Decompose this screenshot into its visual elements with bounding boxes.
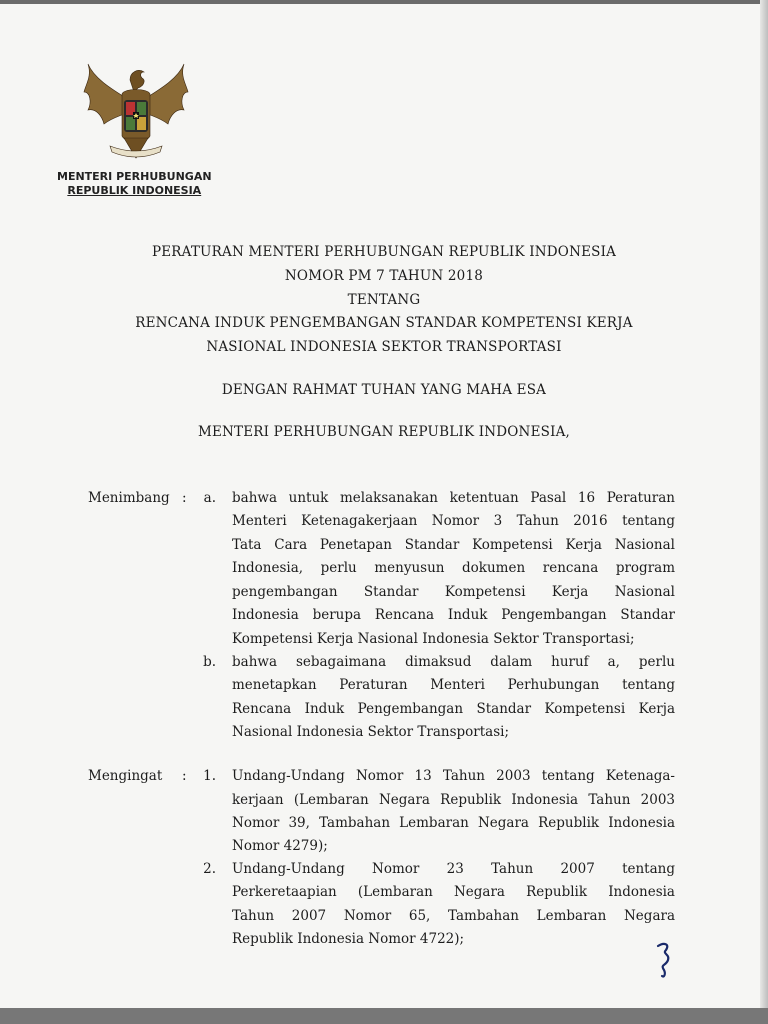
regulation-tentang: TENTANG [347, 292, 421, 308]
menimbang-a-line: Indonesia, perlu menyusun dokumen rencana program [232, 560, 675, 576]
menimbang-a-line: bahwa untuk melaksanakan ketentuan Pasal 16 Peraturan [232, 490, 675, 506]
mengingat-1-line: Undang-Undang Nomor 13 Tahun 2003 tentang Ketenaga- [232, 768, 675, 784]
regulation-subject-line-1: RENCANA INDUK PENGEMBANGAN STANDAR KOMPETENSI KERJA [135, 315, 633, 331]
issuer-line: MENTERI PERHUBUNGAN REPUBLIK INDONESIA, [197, 424, 571, 440]
scan-top-edge [0, 0, 768, 4]
scan-bottom-edge [0, 1008, 768, 1024]
menimbang-b-line: Nasional Indonesia Sektor Transportasi; [232, 724, 509, 740]
mengingat-2-line: Republik Indonesia Nomor 4722); [232, 931, 465, 947]
mengingat-2-line: Perkeretaapian (Lembaran Negara Republik Indonesia [232, 884, 675, 900]
menimbang-colon: : [182, 490, 187, 506]
mengingat-colon: : [182, 768, 187, 784]
blessing-line: DENGAN RAHMAT TUHAN YANG MAHA ESA [221, 382, 547, 398]
mengingat-2-line: Undang-Undang Nomor 23 Tahun 2007 tentang [232, 861, 675, 877]
menimbang-b-line: Rencana Induk Pengembangan Standar Kompetensi Kerja [232, 701, 675, 717]
mengingat-marker-2: 2. [203, 861, 216, 877]
regulation-subject-line-2: NASIONAL INDONESIA SEKTOR TRANSPORTASI [206, 339, 562, 355]
mengingat-1-line: kerjaan (Lembaran Negara Republik Indonesia Tahun 2003 [232, 792, 675, 808]
mengingat-label: Mengingat [88, 768, 163, 784]
menimbang-b-line: menetapkan Peraturan Menteri Perhubungan tentang [232, 677, 675, 693]
regulation-number: NOMOR PM 7 TAHUN 2018 [284, 268, 484, 284]
mengingat-marker-1: 1. [203, 768, 216, 784]
menimbang-b-line: bahwa sebagaimana dimaksud dalam huruf a, perlu [232, 654, 675, 670]
ministry-line-1: MENTERI PERHUBUNGAN [57, 170, 212, 183]
menimbang-label: Menimbang [88, 490, 170, 506]
menimbang-a-line: Kompetensi Kerja Nasional Indonesia Sektor Transportasi; [232, 631, 635, 647]
menimbang-marker-a: a. [203, 490, 216, 506]
ministry-heading [57, 170, 212, 198]
menimbang-a-line: Menteri Ketenagakerjaan Nomor 3 Tahun 2016 tentang [232, 513, 675, 529]
menimbang-a-line: pengembangan Standar Kompetensi Kerja Nasional [232, 584, 675, 600]
garuda-emblem-icon [80, 58, 192, 168]
regulation-title: PERATURAN MENTERI PERHUBUNGAN REPUBLIK INDONESIA [151, 244, 617, 260]
mengingat-1-line: Nomor 4279); [232, 838, 328, 854]
paraf-initial-icon [652, 940, 676, 980]
ministry-line-2: REPUBLIK INDONESIA [67, 184, 202, 197]
menimbang-a-line: Indonesia berupa Rencana Induk Pengembangan Standar [232, 607, 675, 623]
menimbang-a-line: Tata Cara Penetapan Standar Kompetensi Kerja Nasional [232, 537, 675, 553]
mengingat-2-line: Tahun 2007 Nomor 65, Tambahan Lembaran Negara [232, 908, 675, 924]
menimbang-marker-b: b. [203, 654, 216, 670]
scan-right-edge [760, 0, 768, 1024]
mengingat-1-line: Nomor 39, Tambahan Lembaran Negara Republik Indonesia [232, 815, 675, 831]
